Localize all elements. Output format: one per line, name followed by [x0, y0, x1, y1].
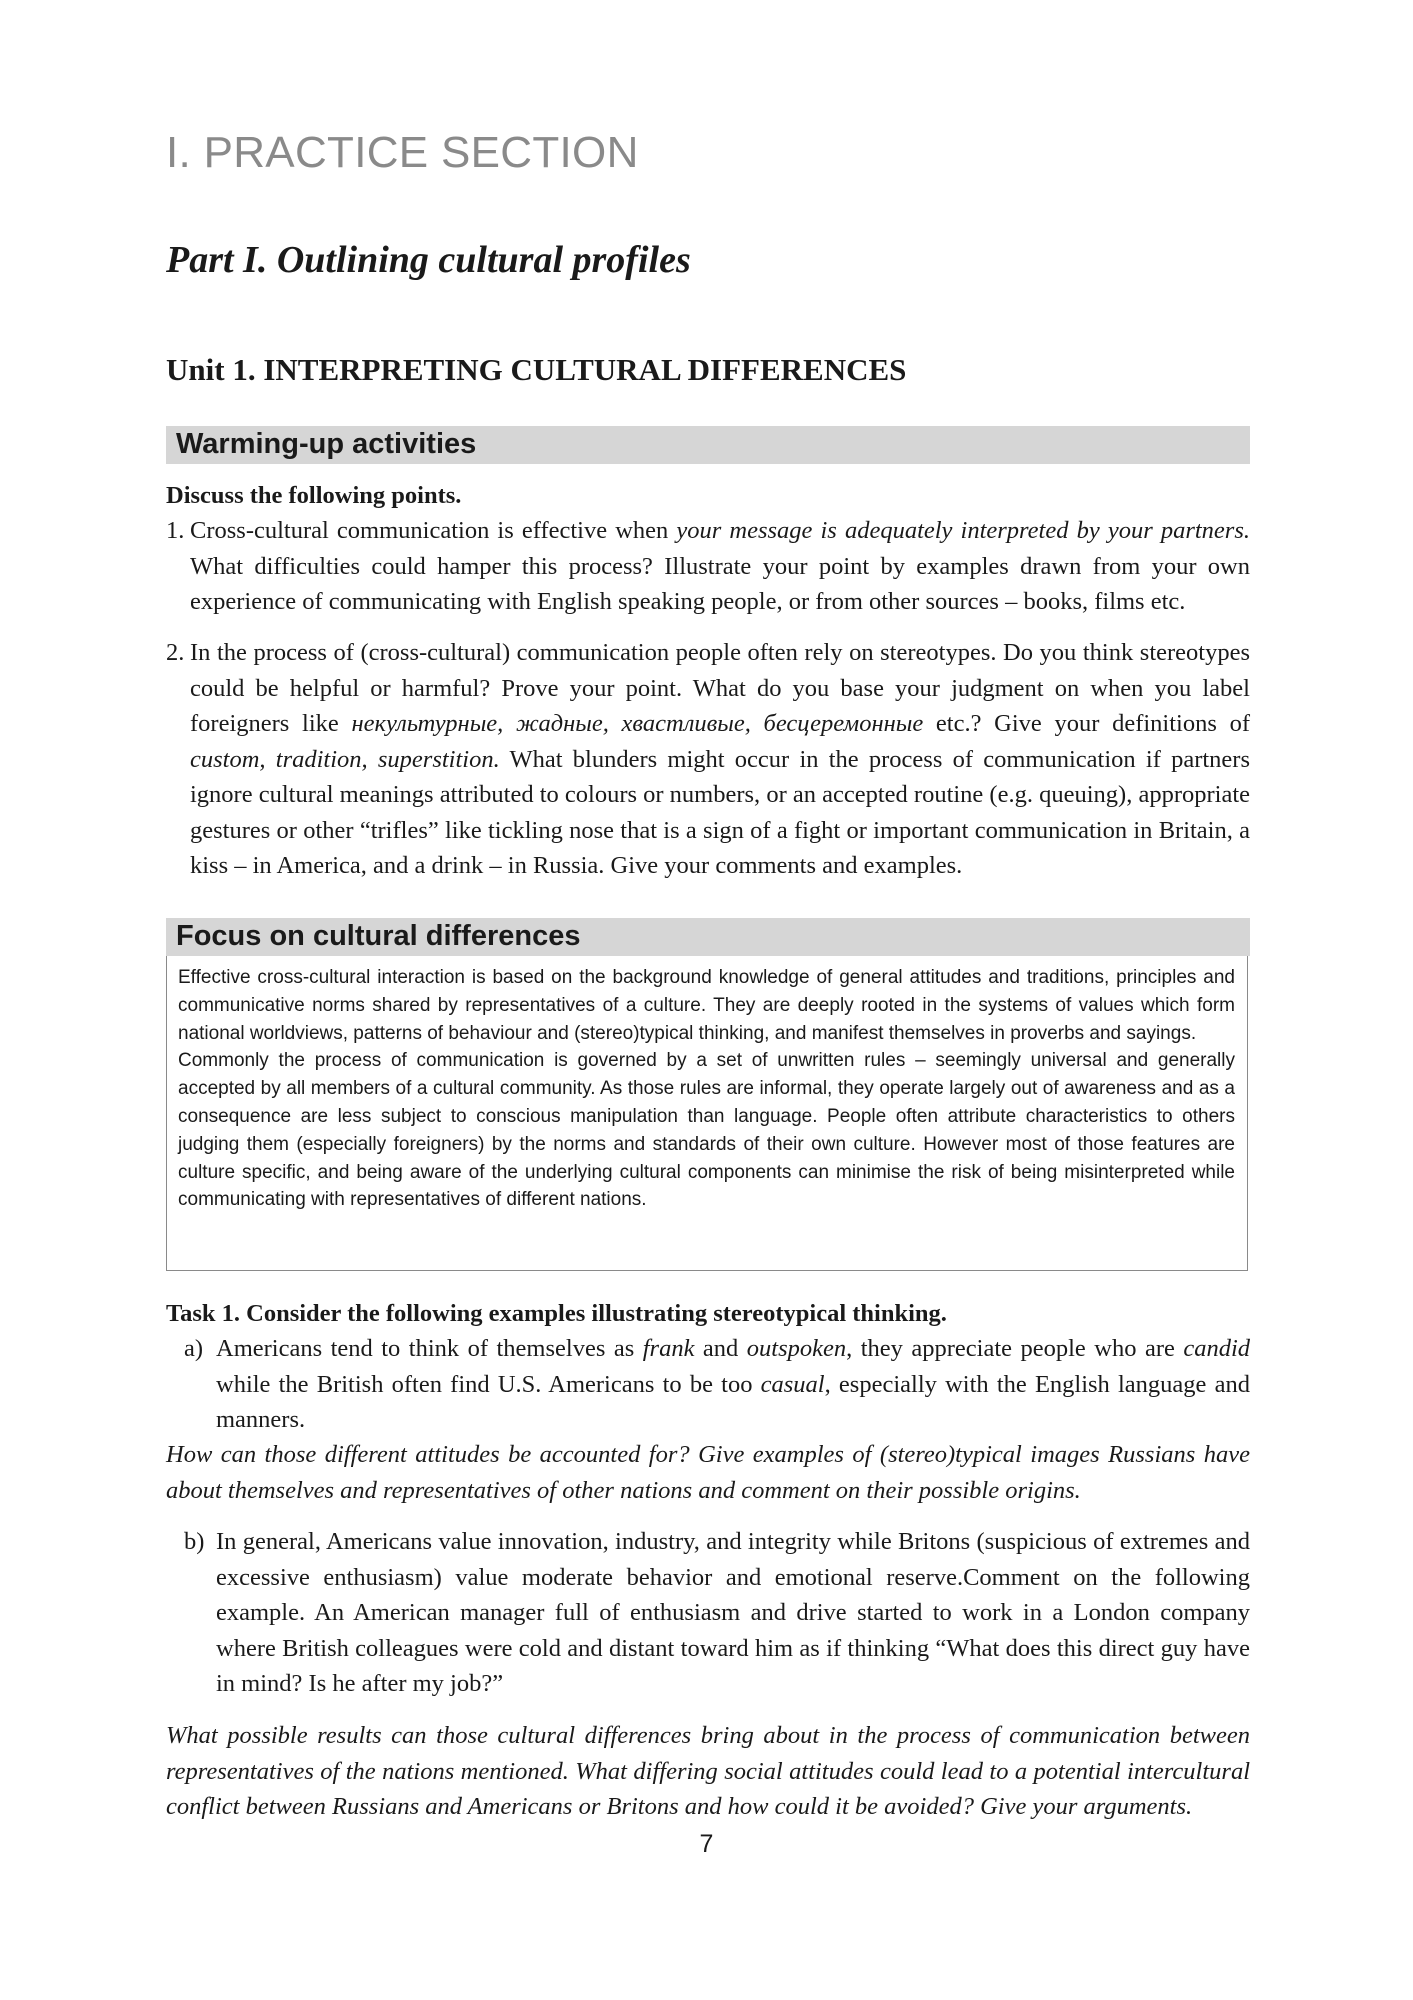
task-1-heading: Task 1. Consider the following examples illustrating stereotypical thinking.: [166, 1300, 947, 1327]
item-text-italic: your message is adequately interpreted by your partners.: [676, 517, 1250, 544]
item-text-part: , they appreciate people who are: [846, 1335, 1184, 1362]
task-1-question-b: What possible results can those cultural differences bring about in the process of communication between representatives of the nations mentioned. What differing social attitudes could lead to a potential intercultural conflict between Russians and Americans or Britons and how could it be avoided? Give your arguments.: [166, 1722, 1250, 1820]
item-number: 1.: [166, 517, 185, 544]
item-text: [216, 1331, 1250, 1438]
item-text-part: Americans tend to think of themselves as: [216, 1335, 643, 1362]
item-text: [190, 635, 1250, 884]
warmup-item-1: [166, 513, 1250, 620]
section-title: I. PRACTICE SECTION: [166, 128, 639, 177]
item-text: [190, 513, 1250, 620]
item-text-italic: casual: [760, 1370, 825, 1398]
item-text-part: What difficulties could hamper this process? Illustrate your point by examples drawn from your own experience of communicating with English speaking people, or from other sources – books, films etc.: [190, 552, 1250, 615]
task-1-item-b: [166, 1524, 1250, 1702]
item-label: b): [184, 1528, 205, 1555]
warmup-heading: Warming-up activities: [176, 428, 477, 460]
focus-heading-bar: [166, 918, 1250, 956]
focus-heading: Focus on cultural differences: [176, 920, 581, 952]
item-text-part: etc.? Give your definitions of: [923, 710, 1250, 737]
item-text-italic: custom, tradition, superstition.: [190, 745, 500, 773]
focus-paragraph-2: Commonly the process of communication is governed by a set of unwritten rules – seemingly universal and generally accepted by all members of a cultural community. As those rules are informal, they operate largely out of awareness and as a consequence are less subject to conscious manipulation than language. People often attribute characteristics to others judging them (especially foreigners) by the norms and standards of their own culture. However most of those features are culture specific, and being aware of the underlying cultural components can minimise the risk of being misinterpreted while communicating with representatives of different nations.: [178, 1050, 1235, 1211]
item-text-part: Cross-cultural communication is effective when: [190, 517, 677, 544]
task-1-item-a: [166, 1331, 1250, 1438]
page-number: 7: [699, 1830, 714, 1858]
item-text-italic: outspoken: [746, 1335, 847, 1362]
item-text-part: What blunders might occur in the process of communication if partners ignore cultural meanings attributed to colours or numbers, or an accepted routine (e.g. queuing), appropriate gestures or other “trifles” like tickling nose that is a sign of a fight or important communication in Britain, a kiss – in America, and a drink – in Russia. Give your comments and examples.: [190, 745, 1250, 879]
focus-paragraph-1: Effective cross-cultural interaction is based on the background knowledge of general attitudes and traditions, principles and communicative norms shared by representatives of a culture. They are deeply rooted in the systems of values which form national worldviews, patterns of behaviour and (stereo)typical thinking, and manifest themselves in proverbs and sayings.: [178, 967, 1235, 1044]
warmup-heading-bar: [166, 426, 1250, 464]
item-number: 2.: [166, 639, 185, 666]
item-text-part: while the British often find U.S. Americans to be too: [216, 1370, 761, 1398]
item-label: a): [184, 1335, 204, 1362]
unit-title: Unit 1. INTERPRETING CULTURAL DIFFERENCES: [166, 352, 907, 387]
item-text-italic: candid: [1183, 1335, 1251, 1362]
task-1-question-a: How can those different attitudes be accounted for? Give examples of (stereo)typical images Russians have about themselves and representatives of other nations and comment on their possible origins.: [166, 1441, 1250, 1504]
item-text-part: , especially with the English language and manners.: [216, 1370, 1251, 1433]
item-text-part: In the process of (cross-cultural) communication people often rely on stereotypes. Do you think stereotypes could be helpful or harmful? Prove your point. What do you base your judgment on when you label foreigners like: [190, 639, 1250, 737]
item-text-italic: frank: [642, 1335, 695, 1362]
item-text-part: and: [694, 1335, 747, 1362]
item-text: In general, Americans value innovation, industry, and integrity while Britons (suspicious of extremes and excessive enthusiasm) value moderate behavior and emotional reserve.Comment on the following example. An American manager full of enthusiasm and drive started to work in a London company where British colleagues were cold and distant toward him as if thinking “What does this direct guy have in mind? Is he after my job?”: [216, 1528, 1250, 1697]
warmup-item-2: [166, 635, 1250, 884]
focus-box: [166, 956, 1248, 1271]
warmup-instruction: Discuss the following points.: [166, 482, 462, 509]
focus-box-text: [167, 956, 1247, 1214]
part-title: Part I. Outlining cultural profiles: [166, 239, 691, 281]
item-text-italic: некультурные, жадные, хвастливые, бесцеремонные: [351, 710, 924, 737]
